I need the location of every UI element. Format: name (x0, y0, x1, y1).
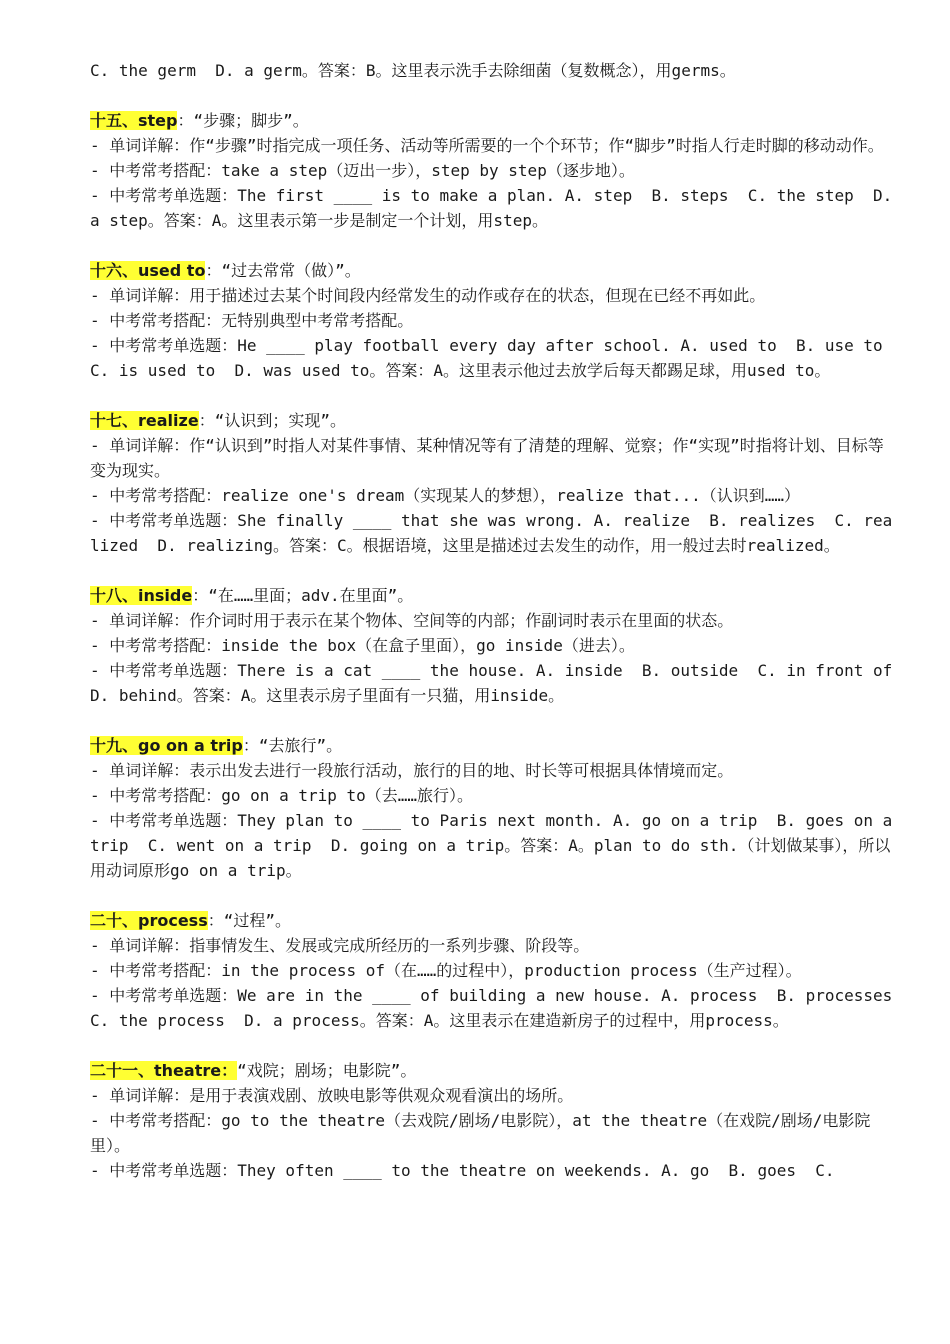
vocab-entry (90, 108, 902, 233)
entry-meaning: ：“过去常常（做）”。 (205, 261, 361, 280)
entry-question: - 中考常考单选题：She finally ____ that she was wrong. A. realize B. realizes C. realized D. realizing。答案：C。根据语境，这里是描述过去发生的动作，用一般过去时realized。 (90, 511, 893, 555)
entry-detail: - 单词详解：指事情发生、发展或完成所经历的一系列步骤、阶段等。 (90, 936, 590, 955)
entry-question: - 中考常考单选题：The first ____ is to make a plan. A. step B. steps C. the step D. a step。答案：A。这里表示第一步是制定一个计划，用step。 (90, 186, 902, 230)
entry-heading: 十五、step (90, 111, 178, 130)
entry-detail: - 单词详解：作介词时用于表示在某个物体、空间等的内部；作副词时表示在里面的状态。 (90, 611, 734, 630)
entry-detail: - 单词详解：用于描述过去某个时间段内经常发生的动作或存在的状态，但现在已经不再如此。 (90, 286, 766, 305)
entry-meaning: ：“认识到；实现”。 (198, 411, 346, 430)
entry-heading-line (90, 408, 896, 433)
entry-meaning: “戏院；剧场；电影院”。 (237, 1061, 417, 1080)
vocab-entry (90, 908, 912, 1033)
entry-question: - 中考常考单选题：He ____ play football every day after school. A. used to B. use to C. is used to D. was used to。答案：A。这里表示他过去放学后每天都踢足球，用used to。 (90, 336, 902, 380)
vocab-entry (90, 1058, 896, 1183)
entry-meaning: ：“去旅行”。 (242, 736, 343, 755)
entry-collocation: - 中考常考搭配：无特别典型中考常考搭配。 (90, 311, 414, 330)
entry-question: - 中考常考单选题：They often ____ to the theatre on weekends. A. go B. goes C. (90, 1161, 835, 1180)
vocab-entry (90, 258, 902, 383)
entry-heading-line (90, 258, 896, 283)
entry-heading-line (90, 908, 896, 933)
entry-detail: - 单词详解：表示出发去进行一段旅行活动，旅行的目的地、时长等可根据具体情境而定。 (90, 761, 734, 780)
vocab-entry (90, 583, 912, 708)
entry-heading: 十七、realize (90, 411, 199, 430)
entry-heading: 二十一、theatre： (90, 1061, 238, 1080)
entry-question: - 中考常考单选题：We are in the ____ of building a new house. A. process B. processes C. the process D. a process。答案：A。这里表示在建造新房子的过程中，用process。 (90, 986, 912, 1030)
entry-collocation: - 中考常考搭配：take a step（迈出一步），step by step（逐步地）。 (90, 161, 635, 180)
document-page (90, 58, 912, 1183)
entry-heading-line (90, 733, 896, 758)
entry-heading-line (90, 583, 896, 608)
entry-heading: 十八、inside (90, 586, 193, 605)
entry-detail: - 单词详解：作“认识到”时指人对某件事情、某种情况等有了清楚的理解、觉察；作“实现”时指将计划、目标等变为现实。 (90, 436, 884, 480)
entry-meaning: ：“在……里面；adv.在里面”。 (192, 586, 414, 605)
entry-collocation: - 中考常考搭配：go on a trip to（去……旅行）。 (90, 786, 474, 805)
entry-heading-line (90, 108, 896, 133)
entry-heading: 二十、process (90, 911, 208, 930)
entry-meaning: ：“过程”。 (207, 911, 292, 930)
vocab-entry (90, 408, 896, 558)
entry-collocation: - 中考常考搭配：in the process of（在……的过程中），production process（生产过程）。 (90, 961, 802, 980)
entry-collocation: - 中考常考搭配：realize one's dream（实现某人的梦想），realize that...（认识到……） (90, 486, 801, 505)
entry-heading-line (90, 1058, 896, 1083)
entry-collocation: - 中考常考搭配：go to the theatre（去戏院/剧场/电影院），at the theatre（在戏院/剧场/电影院里）。 (90, 1111, 871, 1155)
entry-question: - 中考常考单选题：They plan to ____ to Paris next month. A. go on a trip B. goes on a trip C. went on a trip D. going on a trip。答案：A。plan to do sth.（计划做某事），所以用动词原形go on a trip。 (90, 811, 902, 880)
entry-detail: - 单词详解：作“步骤”时指完成一项任务、活动等所需要的一个个环节；作“脚步”时指人行走时脚的移动动作。 (90, 136, 884, 155)
entry-question: - 中考常考单选题：There is a cat ____ the house. A. inside B. outside C. in front of D. behind。答案：A。这里表示房子里面有一只猫，用inside。 (90, 661, 912, 705)
entry-meaning: ：“步骤；脚步”。 (177, 111, 309, 130)
entry-detail: - 单词详解：是用于表演戏剧、放映电影等供观众观看演出的场所。 (90, 1086, 574, 1105)
entry-heading: 十六、used to (90, 261, 206, 280)
entry-collocation: - 中考常考搭配：inside the box（在盒子里面），go inside（进去）。 (90, 636, 635, 655)
vocab-entry (90, 733, 902, 883)
entry-heading: 十九、go on a trip (90, 736, 243, 755)
top-continuation-line: C. the germ D. a germ。答案：B。这里表示洗手去除细菌（复数概念），用germs。 (90, 61, 736, 80)
